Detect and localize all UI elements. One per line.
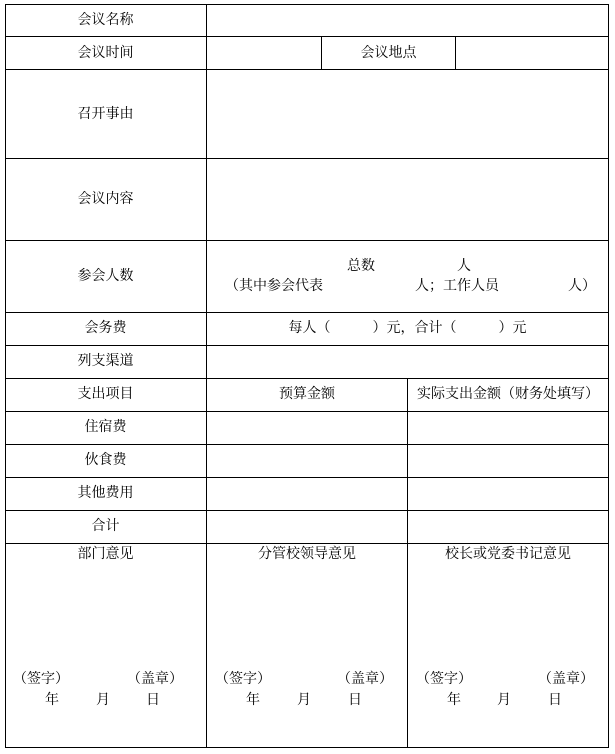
row-divider bbox=[5, 378, 609, 379]
meals-actual-field[interactable] bbox=[408, 445, 608, 477]
leader-year-label: 年 bbox=[246, 692, 260, 708]
lodging-label: 住宿费 bbox=[84, 419, 127, 435]
reason-label: 召开事由 bbox=[77, 106, 134, 122]
department-day-label: 日 bbox=[146, 692, 160, 708]
principal-year-label: 年 bbox=[447, 692, 461, 708]
leader-opinion-title: 分管校领导意见 bbox=[258, 546, 356, 562]
principal-sign-label: （签字） bbox=[416, 671, 472, 687]
meeting-approval-form bbox=[5, 4, 609, 748]
department-seal-label: （盖章） bbox=[127, 671, 183, 687]
attendees-total-unit: 人 bbox=[457, 258, 471, 274]
table-border-bottom bbox=[5, 747, 609, 748]
meeting-place-field[interactable] bbox=[456, 37, 608, 69]
attendees-staff-label: 人；工作人员 bbox=[415, 278, 499, 294]
leader-sign-label: （签字） bbox=[215, 671, 271, 687]
meals-budget-field[interactable] bbox=[207, 445, 407, 477]
principal-seal-label: （盖章） bbox=[538, 671, 594, 687]
principal-opinion-title: 校长或党委书记意见 bbox=[445, 546, 571, 562]
department-opinion-title: 部门意见 bbox=[77, 546, 134, 562]
meeting-time-label: 会议时间 bbox=[77, 45, 134, 61]
total-label: 合计 bbox=[91, 518, 120, 534]
attendees-representatives-label: （其中参会代表 bbox=[225, 278, 323, 294]
meeting-place-label: 会议地点 bbox=[360, 45, 417, 61]
expense-item-header: 支出项目 bbox=[77, 386, 134, 402]
attendees-close-label: 人） bbox=[568, 278, 596, 294]
channel-field[interactable] bbox=[207, 346, 608, 378]
row-divider bbox=[5, 240, 609, 241]
principal-day-label: 日 bbox=[548, 692, 562, 708]
meals-label: 伙食费 bbox=[84, 452, 127, 468]
row-divider bbox=[5, 312, 609, 313]
meeting-name-label: 会议名称 bbox=[77, 12, 134, 28]
attendees-total-label: 总数 bbox=[347, 258, 375, 274]
leader-seal-label: （盖章） bbox=[337, 671, 393, 687]
other-budget-field[interactable] bbox=[207, 478, 407, 510]
table-border-right bbox=[608, 4, 609, 748]
principal-month-label: 月 bbox=[497, 692, 511, 708]
attendees-label: 参会人数 bbox=[77, 268, 134, 284]
meeting-name-field[interactable] bbox=[207, 5, 608, 36]
content-field[interactable] bbox=[207, 159, 608, 240]
other-actual-field[interactable] bbox=[408, 478, 608, 510]
department-sign-label: （签字） bbox=[13, 671, 69, 687]
channel-label: 列支渠道 bbox=[77, 353, 134, 369]
content-label: 会议内容 bbox=[77, 191, 134, 207]
total-budget-field[interactable] bbox=[207, 511, 407, 543]
reason-field[interactable] bbox=[207, 70, 608, 158]
leader-day-label: 日 bbox=[348, 692, 362, 708]
lodging-actual-field[interactable] bbox=[408, 412, 608, 444]
department-month-label: 月 bbox=[96, 692, 110, 708]
other-fees-label: 其他费用 bbox=[77, 485, 134, 501]
meeting-time-field[interactable] bbox=[207, 37, 321, 69]
actual-amount-header: 实际支出金额（财务处填写） bbox=[417, 386, 599, 402]
department-year-label: 年 bbox=[45, 692, 59, 708]
row-divider bbox=[5, 543, 609, 544]
fee-detail: 每人（ ）元，合计（ ）元 bbox=[288, 320, 527, 336]
fee-label: 会务费 bbox=[84, 320, 127, 336]
total-actual-field[interactable] bbox=[408, 511, 608, 543]
lodging-budget-field[interactable] bbox=[207, 412, 407, 444]
leader-month-label: 月 bbox=[297, 692, 311, 708]
budget-amount-header: 预算金额 bbox=[279, 386, 335, 402]
